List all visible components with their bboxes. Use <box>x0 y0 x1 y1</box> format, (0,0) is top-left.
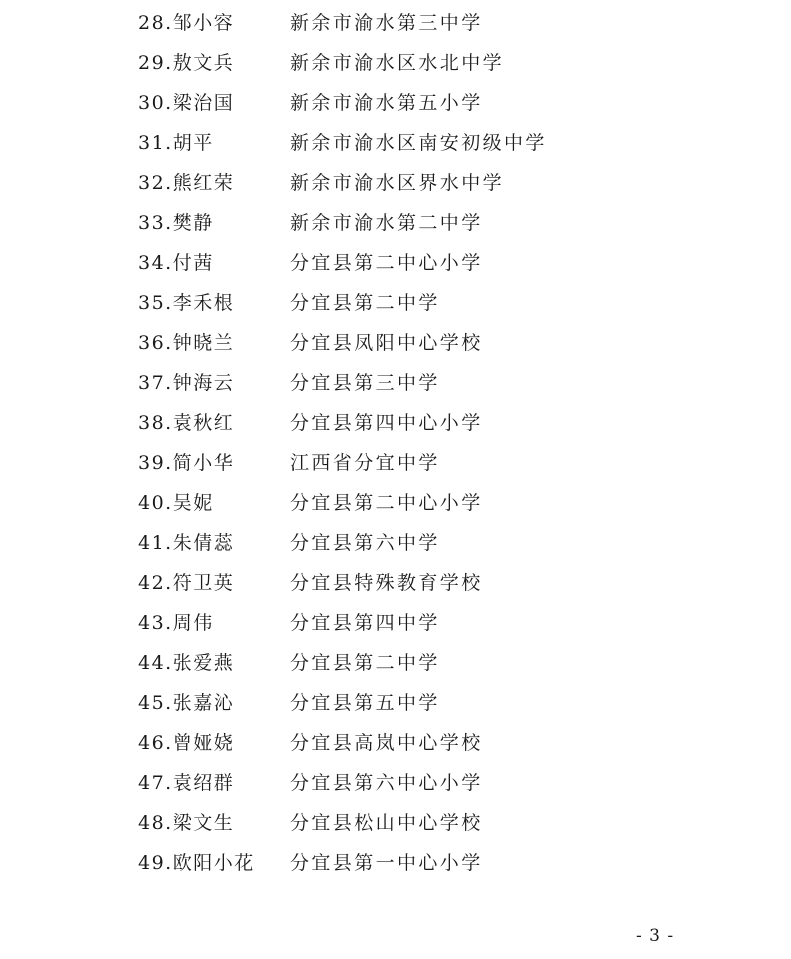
entry-name: 29.敖文兵 <box>138 52 235 74</box>
entry-school: 分宜县特殊教育学校 <box>290 572 483 594</box>
entry-school: 分宜县高岚中心学校 <box>290 732 483 754</box>
entry-name: 46.曾娅娆 <box>138 732 235 754</box>
list-item <box>138 563 758 603</box>
entry-name: 36.钟晓兰 <box>138 332 235 354</box>
entry-school: 分宜县第六中心小学 <box>290 772 483 794</box>
entry-name: 49.欧阳小花 <box>138 852 255 874</box>
list-item <box>138 803 758 843</box>
list-item <box>138 723 758 763</box>
entry-name: 42.符卫英 <box>138 572 235 594</box>
list-item <box>138 643 758 683</box>
list-item <box>138 3 758 43</box>
list-item <box>138 203 758 243</box>
entry-school: 分宜县第一中心小学 <box>290 852 483 874</box>
entry-school: 分宜县凤阳中心学校 <box>290 332 483 354</box>
entry-school: 新余市渝水第五小学 <box>290 92 483 114</box>
entry-name: 47.袁绍群 <box>138 772 235 794</box>
list-item <box>138 123 758 163</box>
list-item <box>138 323 758 363</box>
entry-school: 分宜县第二中心小学 <box>290 492 483 514</box>
entry-name: 41.朱倩蕊 <box>138 532 235 554</box>
entry-school: 新余市渝水第二中学 <box>290 212 483 234</box>
entry-name: 30.梁治国 <box>138 92 235 114</box>
entry-name: 33.樊静 <box>138 212 214 234</box>
list-item <box>138 603 758 643</box>
list-item <box>138 43 758 83</box>
entry-name: 31.胡平 <box>138 132 214 154</box>
list-item <box>138 843 758 883</box>
entry-school: 新余市渝水区水北中学 <box>290 52 505 74</box>
list-item <box>138 483 758 523</box>
entry-school: 分宜县第二中心小学 <box>290 252 483 274</box>
list-item <box>138 763 758 803</box>
entry-name: 44.张爱燕 <box>138 652 235 674</box>
entry-name: 40.吴妮 <box>138 492 214 514</box>
list-item <box>138 683 758 723</box>
entry-name: 48.梁文生 <box>138 812 235 834</box>
entry-school: 分宜县第三中学 <box>290 372 440 394</box>
entry-name: 39.简小华 <box>138 452 235 474</box>
entry-school: 分宜县第二中学 <box>290 292 440 314</box>
entry-school: 分宜县第四中学 <box>290 612 440 634</box>
entry-school: 分宜县松山中心学校 <box>290 812 483 834</box>
list-item <box>138 443 758 483</box>
entry-name: 37.钟海云 <box>138 372 235 394</box>
entry-school: 分宜县第五中学 <box>290 692 440 714</box>
entry-school: 新余市渝水第三中学 <box>290 12 483 34</box>
entry-name: 34.付茜 <box>138 252 214 274</box>
list-item <box>138 403 758 443</box>
entry-name: 35.李禾根 <box>138 292 235 314</box>
list-item <box>138 163 758 203</box>
entry-school: 分宜县第二中学 <box>290 652 440 674</box>
entry-name: 32.熊红荣 <box>138 172 235 194</box>
list-item <box>138 363 758 403</box>
list-item <box>138 243 758 283</box>
list-item <box>138 83 758 123</box>
teacher-list <box>138 3 758 883</box>
entry-name: 28.邹小容 <box>138 12 235 34</box>
entry-school: 新余市渝水区南安初级中学 <box>290 132 547 154</box>
entry-school: 新余市渝水区界水中学 <box>290 172 505 194</box>
entry-school: 分宜县第六中学 <box>290 532 440 554</box>
list-item <box>138 523 758 563</box>
entry-name: 43.周伟 <box>138 612 214 634</box>
entry-school: 江西省分宜中学 <box>290 452 440 474</box>
page-number: - 3 - <box>636 926 675 946</box>
entry-school: 分宜县第四中心小学 <box>290 412 483 434</box>
entry-name: 38.袁秋红 <box>138 412 235 434</box>
list-item <box>138 283 758 323</box>
entry-name: 45.张嘉沁 <box>138 692 235 714</box>
